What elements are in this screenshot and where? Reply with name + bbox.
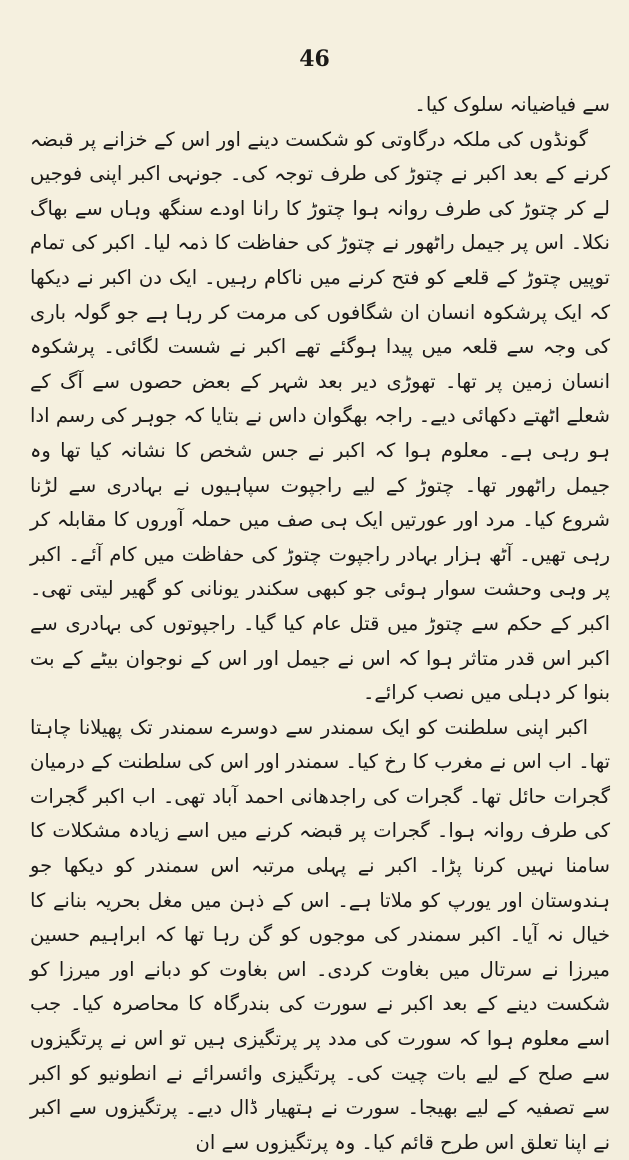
paragraph-chittor: گونڈوں کی ملکہ درگاوتی کو شکست دینے اور اس کے خزانے پر قبضہ کرنے کے بعد اکبر نے چتوڑ کی طرف توجہ کی۔ جونہی اکبر اپنی فوجیں لے کر چتوڑ کی طرف روانہ ہوا چتوڑ کا رانا اودے سنگھ وہاں سے بھاگ نکلا۔ اس پر جیمل راٹھور نے چتوڑ کی حفاظت کا ذمہ لیا۔ اکبر کی تمام توپیں چتوڑ کے قلعے کو فتح کرنے میں ناکام رہیں۔ ایک دن اکبر نے دیکھا کہ ایک پرشکوہ انسان ان شگافوں کی مرمت کر رہا ہے جو گولہ باری کی وجہ سے قلعہ میں پیدا ہوگئے تھے اکبر نے شست لگائی۔ پرشکوہ انسان زمین پر تھا۔ تھوڑی دیر بعد شہر کے بعض حصوں سے آگ کے شعلے اٹھتے دکھائی دیے۔ راجہ بھگوان داس نے بتایا کہ جوہر کی رسم ادا ہو رہی ہے۔ معلوم ہوا کہ اکبر نے جس شخص کا نشانہ کیا تھا وہ جیمل راٹھور تھا۔ چتوڑ کے لیے راجپوت سپاہیوں نے بہادری سے لڑنا شروع کیا۔ مرد اور عورتیں ایک ہی صف میں حملہ آوروں کا مقابلہ کر رہی تھیں۔ آٹھ ہزار بہادر راجپوت چتوڑ کی حفاظت میں کام آئے۔ اکبر پر وہی وحشت سوار ہوئی جو کبھی سکندر یونانی کو گھیر لیتی تھی۔ اکبر کے حکم سے چتوڑ میں قتل عام کیا گیا۔ راجپوتوں کی بہادری سے اکبر اس قدر متاثر ہوا کہ اس نے جیمل اور اس کے نوجوان بیٹے کے بت بنوا کر دہلی میں نصب کرائے۔ bbox=[30, 127, 610, 705]
paragraph-continuation: سے فیاضیانہ سلوک کیا۔ bbox=[414, 93, 610, 116]
page-number: 46 bbox=[299, 46, 330, 72]
paragraph-gujarat: اکبر اپنی سلطنت کو ایک سمندر سے دوسرے سمندر تک پھیلانا چاہتا تھا۔ اب اس نے مغرب کا رخ کیا۔ سمندر اور اس کی سلطنت کے درمیان گجرات حائل تھا۔ گجرات کی راجدھانی احمد آباد تھی۔ اب اکبر گجرات کی طرف روانہ ہوا۔ گجرات پر قبضہ کرنے میں اسے زیادہ مشکلات کا سامنا نہیں کرنا پڑا۔ اکبر نے پہلی مرتبہ اس سمندر کو دیکھا جو ہندوستان اور یورپ کو ملاتا ہے۔ اس کے ذہن میں مغل بحریہ بنانے کا خیال نہ آیا۔ اکبر سمندر کی موجوں کو گن رہا تھا کہ ابراہیم حسین میرزا نے سرتال میں بغاوت کردی۔ اس بغاوت کو دبانے اور میرزا کو شکست دینے کے بعد اکبر نے سورت کی بندرگاہ کا محاصرہ کیا۔ جب اسے معلوم ہوا کہ سورت کی مدد پر پرتگیزی ہیں تو اس نے پرتگیزوں سے صلح کے لیے بات چیت کی۔ پرتگیزی وائسرائے نے انطونیو کو اکبر سے تصفیہ کے لیے بھیجا۔ سورت نے ہتھیار ڈال دیے۔ پرتگیزوں سے اکبر نے اپنا تعلق اس طرح قائم کیا۔ وہ پرتگیزوں سے ان bbox=[30, 715, 610, 1154]
page-body-text bbox=[30, 88, 610, 1154]
